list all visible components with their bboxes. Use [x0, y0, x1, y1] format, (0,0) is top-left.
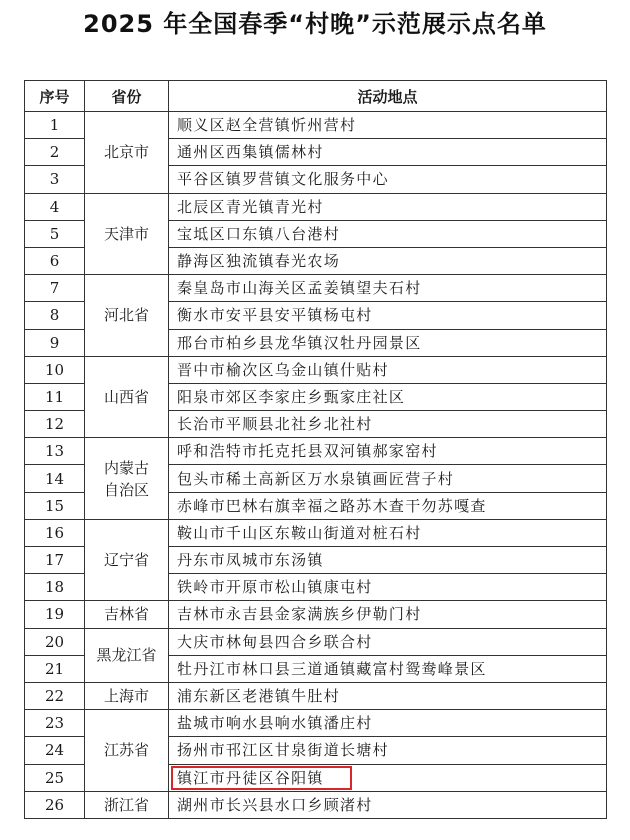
table-row [25, 275, 607, 302]
highlight-box [171, 766, 352, 790]
table-header-row [25, 81, 607, 112]
row-number: 10 [25, 356, 85, 383]
row-number: 26 [25, 791, 85, 818]
row-number: 11 [25, 383, 85, 410]
location-cell: 长治市平顺县北社乡北社村 [169, 411, 607, 438]
location-cell: 北辰区青光镇青光村 [169, 193, 607, 220]
location-cell: 浦东新区老港镇牛肚村 [169, 682, 607, 709]
location-cell: 顺义区赵全营镇忻州营村 [169, 112, 607, 139]
row-number: 2 [25, 139, 85, 166]
location-cell: 牡丹江市林口县三道通镇藏富村鸳鸯峰景区 [169, 655, 607, 682]
header-no: 序号 [25, 81, 85, 112]
table-row [25, 682, 607, 709]
row-number: 21 [25, 655, 85, 682]
row-number: 24 [25, 737, 85, 764]
location-cell: 盐城市响水县响水镇潘庄村 [169, 710, 607, 737]
province-cell: 天津市 [85, 193, 169, 275]
showcase-list-table [24, 80, 607, 819]
row-number: 20 [25, 628, 85, 655]
row-number: 7 [25, 275, 85, 302]
location-cell: 通州区西集镇儒林村 [169, 139, 607, 166]
row-number: 23 [25, 710, 85, 737]
province-cell: 山西省 [85, 356, 169, 438]
province-cell: 江苏省 [85, 710, 169, 792]
province-cell: 吉林省 [85, 601, 169, 628]
location-cell: 鞍山市千山区东鞍山街道对桩石村 [169, 519, 607, 546]
location-cell: 包头市稀土高新区万水泉镇画匠营子村 [169, 465, 607, 492]
table-row [25, 193, 607, 220]
province-cell: 黑龙江省 [85, 628, 169, 682]
row-number: 5 [25, 220, 85, 247]
row-number: 25 [25, 764, 85, 791]
location-cell: 秦皇岛市山海关区孟姜镇望夫石村 [169, 275, 607, 302]
location-cell: 阳泉市郊区李家庄乡甄家庄社区 [169, 383, 607, 410]
location-cell: 铁岭市开原市松山镇康屯村 [169, 574, 607, 601]
location-cell: 衡水市安平县安平镇杨屯村 [169, 302, 607, 329]
province-cell: 辽宁省 [85, 519, 169, 601]
row-number: 12 [25, 411, 85, 438]
table-row [25, 438, 607, 465]
row-number: 16 [25, 519, 85, 546]
row-number: 14 [25, 465, 85, 492]
location-cell: 大庆市林甸县四合乡联合村 [169, 628, 607, 655]
location-cell: 宝坻区口东镇八台港村 [169, 220, 607, 247]
row-number: 3 [25, 166, 85, 193]
page-title: 2025 年全国春季“村晚”示范展示点名单 [83, 10, 547, 38]
table-row [25, 628, 607, 655]
location-cell [169, 764, 607, 791]
row-number: 6 [25, 247, 85, 274]
location-cell: 赤峰市巴林右旗幸福之路苏木查干勿苏嘎查 [169, 492, 607, 519]
province-line: 自治区 [103, 480, 149, 499]
location-cell: 湖州市长兴县水口乡顾渚村 [169, 791, 607, 818]
province-cell: 河北省 [85, 275, 169, 357]
table-row [25, 601, 607, 628]
province-line: 内蒙古 [103, 458, 149, 477]
location-cell: 扬州市邗江区甘泉街道长塘村 [169, 737, 607, 764]
row-number: 4 [25, 193, 85, 220]
row-number: 18 [25, 574, 85, 601]
row-number: 1 [25, 112, 85, 139]
row-number: 15 [25, 492, 85, 519]
location-cell: 邢台市柏乡县龙华镇汉牡丹园景区 [169, 329, 607, 356]
location-cell: 平谷区镇罗营镇文化服务中心 [169, 166, 607, 193]
location-cell: 吉林市永吉县金家满族乡伊勒门村 [169, 601, 607, 628]
row-number: 22 [25, 682, 85, 709]
row-number: 8 [25, 302, 85, 329]
row-number: 9 [25, 329, 85, 356]
header-province: 省份 [85, 81, 169, 112]
province-cell: 浙江省 [85, 791, 169, 818]
province-cell [85, 438, 169, 520]
row-number: 13 [25, 438, 85, 465]
location-cell: 晋中市榆次区乌金山镇什贴村 [169, 356, 607, 383]
location-cell: 丹东市凤城市东汤镇 [169, 547, 607, 574]
location-cell: 静海区独流镇春光农场 [169, 247, 607, 274]
highlighted-location: 镇江市丹徒区谷阳镇 [177, 768, 324, 787]
header-location: 活动地点 [169, 81, 607, 112]
table-row [25, 112, 607, 139]
location-cell: 呼和浩特市托克托县双河镇郝家窑村 [169, 438, 607, 465]
row-number: 19 [25, 601, 85, 628]
province-cell: 北京市 [85, 112, 169, 194]
row-number: 17 [25, 547, 85, 574]
province-cell: 上海市 [85, 682, 169, 709]
table-row [25, 356, 607, 383]
table-row [25, 791, 607, 818]
table-row [25, 710, 607, 737]
table-row [25, 519, 607, 546]
